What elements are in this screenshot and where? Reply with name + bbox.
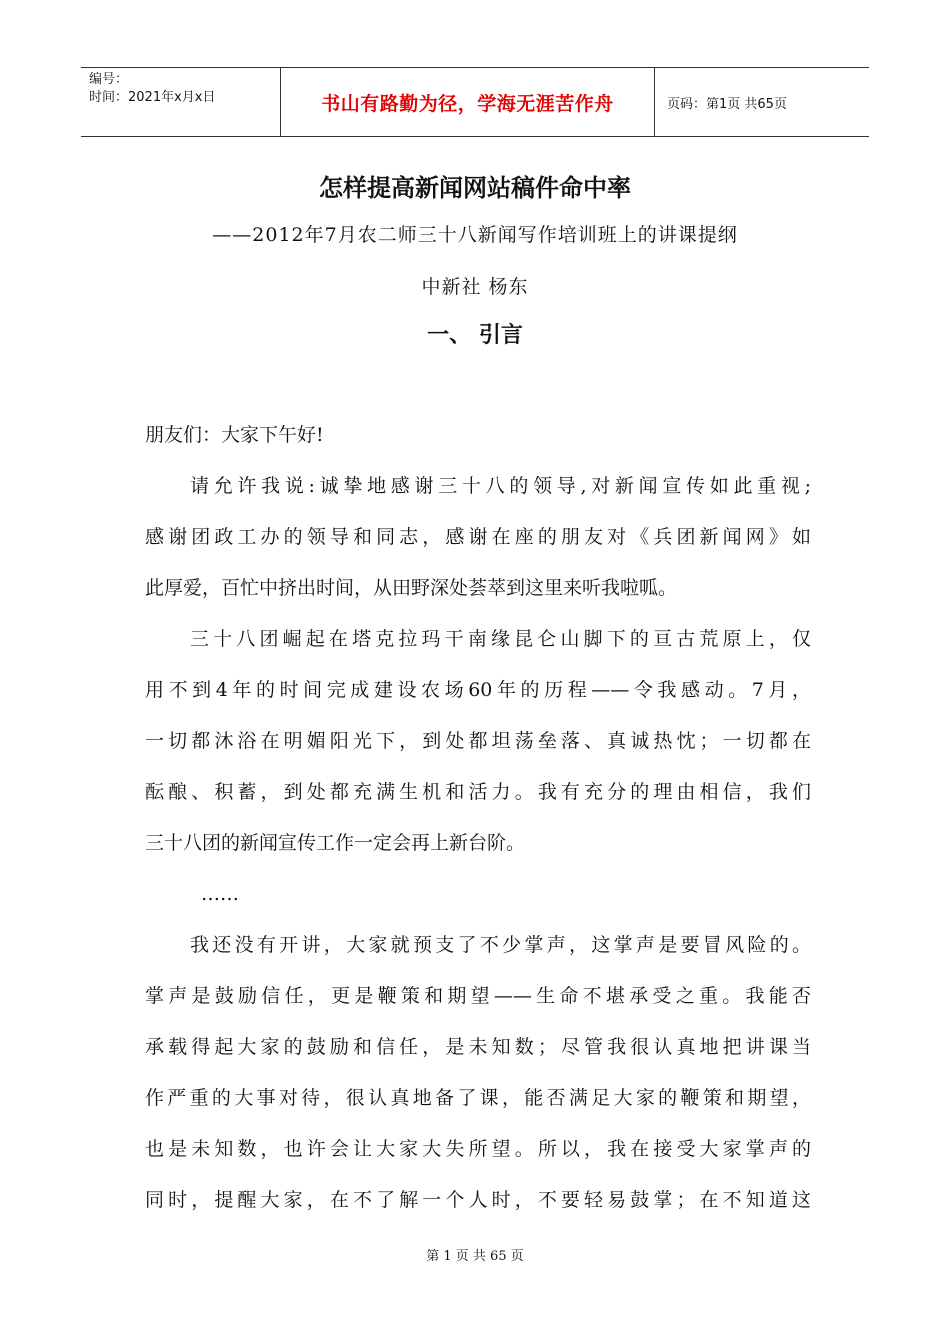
document-author: 中新社 杨东 <box>421 276 529 298</box>
body-line: 请允许我说:诚挚地感谢三十八的领导,对新闻宣传如此重视; <box>190 475 811 497</box>
header-motto-cell <box>281 68 655 136</box>
body-line: 一切都沐浴在明媚阳光下，到处都坦荡垒落、真诚热忱；一切都在 <box>145 730 811 752</box>
body-line: 掌声是鼓励信任，更是鞭策和期望——生命不堪承受之重。我能否 <box>145 985 811 1007</box>
document-subtitle: ——2012年7月农二师三十八新闻写作培训班上的讲课提纲 <box>212 224 738 246</box>
document-body <box>145 410 811 1226</box>
body-line: 此厚爱，百忙中挤出时间，从田野深处荟萃到这里来听我啦呱。 <box>145 577 678 599</box>
number-label: 编号： <box>89 72 129 87</box>
time-label: 时间：2021年x月x日 <box>89 90 216 105</box>
body-line: 承载得起大家的鼓励和信任，是未知数；尽管我很认真地把讲课当 <box>145 1036 811 1058</box>
body-line: 同时，提醒大家，在不了解一个人时，不要轻易鼓掌；在不知道这 <box>145 1189 811 1211</box>
header-page-info: 页码：第1页 共65页 <box>667 96 787 112</box>
body-line: 朋友们：大家下午好! <box>145 424 324 446</box>
document-header <box>81 67 869 137</box>
body-line: 作严重的大事对待，很认真地备了课，能否满足大家的鞭策和期望， <box>145 1087 811 1109</box>
body-line: 也是未知数，也许会让大家大失所望。所以，我在接受大家掌声的 <box>145 1138 811 1160</box>
section-heading: 一、 引言 <box>427 323 523 348</box>
document-title: 怎样提高新闻网站稿件命中率 <box>319 174 631 202</box>
body-line: 三十八团的新闻宣传工作一定会再上新台阶。 <box>145 832 526 854</box>
body-line: 酝酿、积蓄，到处都充满生机和活力。我有充分的理由相信，我们 <box>145 781 811 803</box>
body-line: 用不到4年的时间完成建设农场60年的历程——令我感动。7月， <box>145 679 811 701</box>
body-line: 感谢团政工办的领导和同志，感谢在座的朋友对《兵团新闻网》如 <box>145 526 811 548</box>
body-line: 三十八团崛起在塔克拉玛干南缘昆仑山脚下的亘古荒原上，仅 <box>190 628 811 650</box>
header-meta <box>81 68 281 136</box>
page-footer: 第 1 页 共 65 页 <box>426 1249 524 1264</box>
body-ellipsis: …… <box>201 883 239 905</box>
header-motto: 书山有路勤为径，学海无涯苦作舟 <box>321 92 614 115</box>
body-line: 我还没有开讲，大家就预支了不少掌声，这掌声是要冒风险的。 <box>190 934 811 956</box>
